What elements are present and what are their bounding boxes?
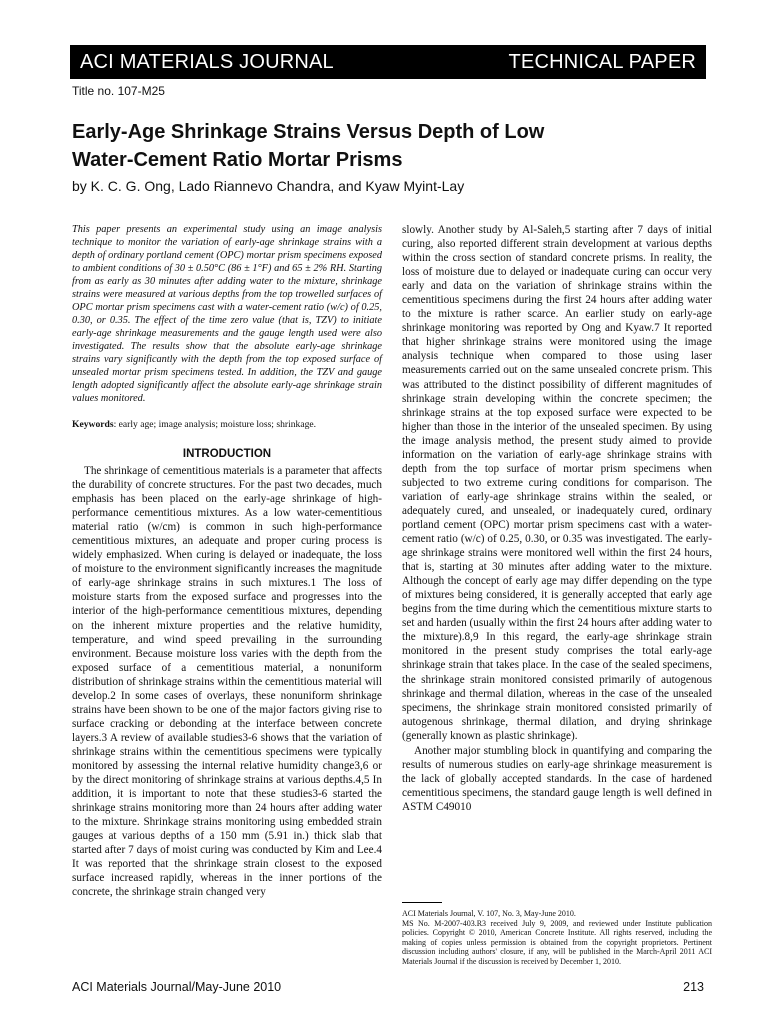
paper-title <box>72 118 672 174</box>
journal-name: ACI MATERIALS JOURNAL <box>80 50 334 73</box>
footnote-citation: ACI Materials Journal, V. 107, No. 3, May-June 2010. <box>402 909 576 918</box>
abstract: This paper presents an experimental study using an image analysis technique to monitor the variation of early-age shrinkage strains with a depth of ordinary portland cement (OPC) mortar prism specimens exposed to ambient conditions of 30 ± 0.50°C (86 ± 1°F) and 65 ± 2% RH. Starting from as early as 30 minutes after adding water to the mixture, shrinkage strains were measured at various depths from the top trowelled surfaces of OPC mortar prism specimens cast with a water-cement ratio (w/c) of 0.25, 0.30, or 0.35. The effect of the time zero value (that is, TZV) to initiate early-age shrinkage measurements and the gauge length used were also investigated. The results show that the absolute early-age shrinkage strains vary significantly with the depth from the top exposed surface of unsealed mortar prism specimens tested. In addition, the TZV and gauge length adopted significantly affect the absolute early-age shrinkage strain values monitored. <box>72 224 382 404</box>
introduction-paragraph-1-continued: slowly. Another study by Al-Saleh,5 starting after 7 days of initial curing, also reported different strain development at various depths within the cross section of standard concrete prisms. In reality, the loss of moisture due to delayed or inadequate curing can occur very early and data on the variation of shrinkage strains within the cementitious specimens during the first 24 hours after adding water to the mixture is rather scarce. An earlier study on early-age shrinkage monitoring was reported by Ong and Kyaw.7 It reported that higher shrinkage strains were monitored using the image analysis technique when compared to those using laser measurements carried out on the same unsealed concrete prism. This was attributed to the distinct possibility of different magnitudes of shrinkage strain developing within the concrete specimen; the shrinkage strains at the top exposed surface were expected to be higher than those in the interior of the unsealed specimen. By using the image analysis method, the present study aimed to provide information on the variation of early-age shrinkage strains with depth from the top surface of mortar prism specimens when subjected to two extreme curing conditions for comparison. The variation of early-age shrinkage strains within the sealed, or adequately cured, and unsealed, or inadequately cured, ordinary portland cement (OPC) mortar prism specimens cast with a water-cement ratio (w/c) of 0.25, 0.30, or 0.35 was investigated. The early-age shrinkage strains were monitored well within the first 24 hours, that is, starting at 30 minutes after adding water to the mixture. Although the concept of early age may differ depending on the type of mixtures being considered, it is generally accepted that early age begins from the time during which the cementitious mixture starts to set and harden (usually within the first 24 hours after adding water to the mixture).8,9 In this regard, the early-age shrinkage strain monitored in the present study comprises the total early-age shrinkage strain that takes place. In the case of the sealed specimens, the shrinkage strain monitored consisted primarily of autogenous shrinkage and thermal dilation, whereas in the case of the unsealed specimens, the shrinkage strain monitored consisted primarily of autogenous shrinkage, thermal dilation, and drying shrinkage (generally known as plastic shrinkage). <box>402 224 712 742</box>
left-column <box>72 223 382 899</box>
paper-title-line-2: Water-Cement Ratio Mortar Prisms <box>72 149 403 171</box>
introduction-heading: INTRODUCTION <box>182 448 272 460</box>
author-line: by K. C. G. Ong, Lado Riannevo Chandra, and Kyaw Myint-Lay <box>72 178 465 194</box>
keywords-label: Keywords <box>72 419 114 430</box>
footnote-rule <box>402 902 442 903</box>
introduction-paragraph-1: The shrinkage of cementitious materials is a parameter that affects the durability of concrete structures. For the past two decades, much emphasis has been placed on the early-age shrinkage of high-performance cementitious mixtures. As a low water-cementitious material ratio (w/cm) is common in such high-performance cementitious mixtures, an adequate and proper curing process is widely emphasized. When curing is delayed or inadequate, the loss of moisture to the environment significantly increases the magnitude of early-age shrinkage strains in such mixtures.1 The loss of moisture starts from the exposed surface and progresses into the interior of the high-performance cementitious mixtures, depending on the inherent mixture properties and the relative humidity, temperature, and wind speed prevailing in the surrounding environment. Because moisture loss varies with the depth from the exposed surface of a cementitious material, a nonuniform distribution of shrinkage strains within the cementitious material will develop.2 In some cases of overlays, these nonuniform shrinkage strains have been shown to be one of the major factors giving rise to surface cracking or debonding at the interface between concrete layers.3 A review of available studies3-6 shows that the variation of shrinkage strains within the cementitious specimens were typically monitored by assessing the internal relative humidity change3,6 or by the direct monitoring of shrinkage strains at various depths.4,5 In addition, it is important to note that these studies3-6 started the shrinkage strains monitoring more than 24 hours after adding water to the mixture. Shrinkage strains monitoring using embedded strain gauges at various depths of a 150 mm (5.91 in.) thick slab that started after 7 days of moist curing was conducted by Kim and Lee.4 It was reported that the shrinkage strain closest to the exposed surface increased rapidly, whereas in the inner portions of the concrete, the shrinkage strain changed very <box>72 465 382 899</box>
right-column <box>402 223 712 814</box>
footnote-copyright: MS No. M-2007-403.R3 received July 9, 2009, and reviewed under Institute publication policies. Copyright © 2010, American Concrete Institute. All rights reserved, including the making of copies unless permission is obtained from the copyright proprietors. Pertinent discussion including authors' closure, if any, will be published in the March-April 2011 ACI Materials Journal if the discussion is received by December 1, 2010. <box>402 918 712 966</box>
keywords-list: : early age; image analysis; moisture loss; shrinkage. <box>113 419 317 430</box>
journal-banner <box>70 45 706 79</box>
paper-title-line-1: Early-Age Shrinkage Strains Versus Depth of Low <box>72 121 545 143</box>
footnote <box>402 909 712 966</box>
running-footer: ACI Materials Journal/May-June 2010 <box>72 980 282 994</box>
paper-type: TECHNICAL PAPER <box>508 50 696 73</box>
introduction-paragraph-2: Another major stumbling block in quantifying and comparing the results of numerous studies on early-age shrinkage measurement is the lack of globally accepted standards. In the case of hardened cementitious specimens, the standard gauge length is well defined in ASTM C49010 <box>402 744 712 813</box>
keywords <box>72 418 382 431</box>
title-number: Title no. 107-M25 <box>72 84 165 98</box>
page-number: 213 <box>683 980 704 994</box>
